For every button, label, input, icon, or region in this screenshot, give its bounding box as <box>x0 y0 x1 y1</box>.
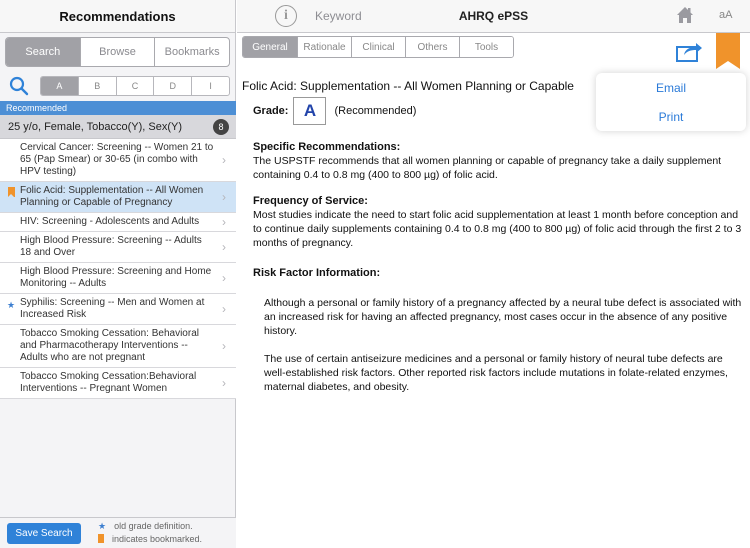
share-icon[interactable] <box>675 39 703 63</box>
title-rest: : Supplementation -- All Women Planning or Capable <box>293 79 574 93</box>
share-popover <box>596 73 746 131</box>
grade-note: (Recommended) <box>334 105 417 117</box>
list-item[interactable] <box>0 325 236 368</box>
save-search-button[interactable]: Save Search <box>7 523 81 544</box>
chevron-right-icon: › <box>222 153 226 167</box>
grade-filter <box>40 76 230 96</box>
frequency-text: Most studies indicate the need to start folic acid supplementation at least 1 month before conception and to continue daily supplements containing 0.4 to 0.8 mg (400 to 800 µg) of folic acid through the first 2 to 3 months of pregnancy. <box>253 209 742 249</box>
keyword-search[interactable]: Keyword <box>315 9 362 23</box>
home-icon[interactable] <box>676 6 694 24</box>
frequency-heading: Frequency of Service: <box>253 195 368 207</box>
chevron-right-icon: › <box>222 215 226 229</box>
star-icon: ★ <box>98 521 107 531</box>
tab-bookmarks[interactable]: Bookmarks <box>154 38 229 66</box>
section-header: Recommended <box>0 101 236 115</box>
bookmark-icon <box>98 534 104 543</box>
bookmark-icon <box>8 187 15 197</box>
list-item[interactable] <box>0 213 236 232</box>
title-topic: Folic Acid <box>242 79 294 93</box>
chevron-right-icon: › <box>222 376 226 390</box>
print-option[interactable]: Print <box>658 109 684 124</box>
info-icon[interactable]: i <box>275 5 297 27</box>
grade-filter-a[interactable]: A <box>41 77 78 95</box>
risk-text-1: Although a personal or family history of a pregnancy affected by a neural tube defect is associated with an increased risk for having an affected pregnancy, most cases occur in the absence of any positive history. <box>264 297 742 337</box>
item-label: Syphilis: Screening -- Men and Women at Increased Risk <box>20 297 205 320</box>
list-item[interactable] <box>0 139 236 182</box>
grade-filter-c[interactable]: C <box>116 77 154 95</box>
left-footer <box>0 517 236 548</box>
tab-rationale[interactable]: Rationale <box>297 37 351 57</box>
count-badge: 8 <box>213 119 229 135</box>
grade-filter-i[interactable]: I <box>191 77 229 95</box>
star-icon: ★ <box>7 300 16 310</box>
recommendation-list <box>0 139 236 399</box>
item-label: High Blood Pressure: Screening -- Adults 18 and Over <box>20 235 202 258</box>
item-label: HIV: Screening - Adolescents and Adults <box>20 216 200 227</box>
tab-browse[interactable]: Browse <box>80 38 155 66</box>
mode-tabs <box>5 37 230 67</box>
specific-text: The USPSTF recommends that all women planning or capable of pregnancy take a daily supplement containing 0.4 to 0.8 mg (400 to 800 µg) of folic acid. <box>253 155 722 181</box>
pane-title: Recommendations <box>0 0 235 33</box>
specific-heading: Specific Recommendations: <box>253 141 401 153</box>
list-item[interactable] <box>0 232 236 263</box>
legend-star <box>98 521 193 532</box>
legend-bookmark-text: indicates bookmarked. <box>112 534 203 544</box>
chevron-right-icon: › <box>222 190 226 204</box>
top-bar <box>237 0 750 33</box>
item-label: Tobacco Smoking Cessation:Behavioral Interventions -- Pregnant Women <box>20 371 197 394</box>
patient-profile[interactable] <box>0 115 236 139</box>
detail-tabs <box>242 36 514 58</box>
tab-others[interactable]: Others <box>405 37 459 57</box>
recommendation-content <box>253 140 747 406</box>
recommendation-title <box>242 79 574 93</box>
grade-label: Grade: <box>253 105 289 117</box>
risk-heading: Risk Factor Information: <box>253 267 381 279</box>
app-title: AHRQ ePSS <box>458 9 529 23</box>
legend-star-text: old grade definition. <box>114 521 193 531</box>
search-icon[interactable] <box>9 76 29 96</box>
legend-bookmark <box>98 534 202 544</box>
tab-general[interactable]: General <box>243 37 297 57</box>
grade-filter-b[interactable]: B <box>78 77 116 95</box>
item-label: High Blood Pressure: Screening and Home Monitoring -- Adults <box>20 266 212 289</box>
list-item[interactable] <box>0 263 236 294</box>
chevron-right-icon: › <box>222 302 226 316</box>
detail-pane <box>237 0 750 548</box>
chevron-right-icon: › <box>222 339 226 353</box>
chevron-right-icon: › <box>222 271 226 285</box>
frequency-section <box>253 194 747 250</box>
list-item[interactable] <box>0 368 236 399</box>
list-item[interactable] <box>0 182 236 213</box>
grade-row <box>253 97 416 125</box>
recommendations-pane <box>0 0 236 548</box>
specific-section <box>253 140 747 182</box>
item-label: Folic Acid: Supplementation -- All Women Planning or Capable of Pregnancy <box>20 185 204 208</box>
list-item[interactable] <box>0 294 236 325</box>
grade-badge: A <box>293 97 326 125</box>
profile-text: 25 y/o, Female, Tobacco(Y), Sex(Y) <box>8 120 183 133</box>
text-size-button[interactable]: aA <box>719 9 733 21</box>
risk-section <box>253 266 747 394</box>
tab-clinical[interactable]: Clinical <box>351 37 405 57</box>
item-label: Cervical Cancer: Screening -- Women 21 to 65 (Pap Smear) or 30-65 (in combo with HPV testing) <box>20 142 214 177</box>
tab-search[interactable]: Search <box>6 38 80 66</box>
email-option[interactable]: Email <box>655 80 686 95</box>
chevron-right-icon: › <box>222 240 226 254</box>
tab-tools[interactable]: Tools <box>459 37 513 57</box>
item-label: Tobacco Smoking Cessation: Behavioral and Pharmacotherapy Interventions -- Adults who are not pregnant <box>20 328 199 363</box>
risk-text-2: The use of certain antiseizure medicines and a personal or family history of neural tube defects are well-established risk factors. Other reported risk factors include mutations in folate-related enzymes, maternal diabetes, and obesity. <box>264 353 728 393</box>
grade-filter-d[interactable]: D <box>153 77 191 95</box>
bookmark-icon[interactable] <box>716 33 740 69</box>
